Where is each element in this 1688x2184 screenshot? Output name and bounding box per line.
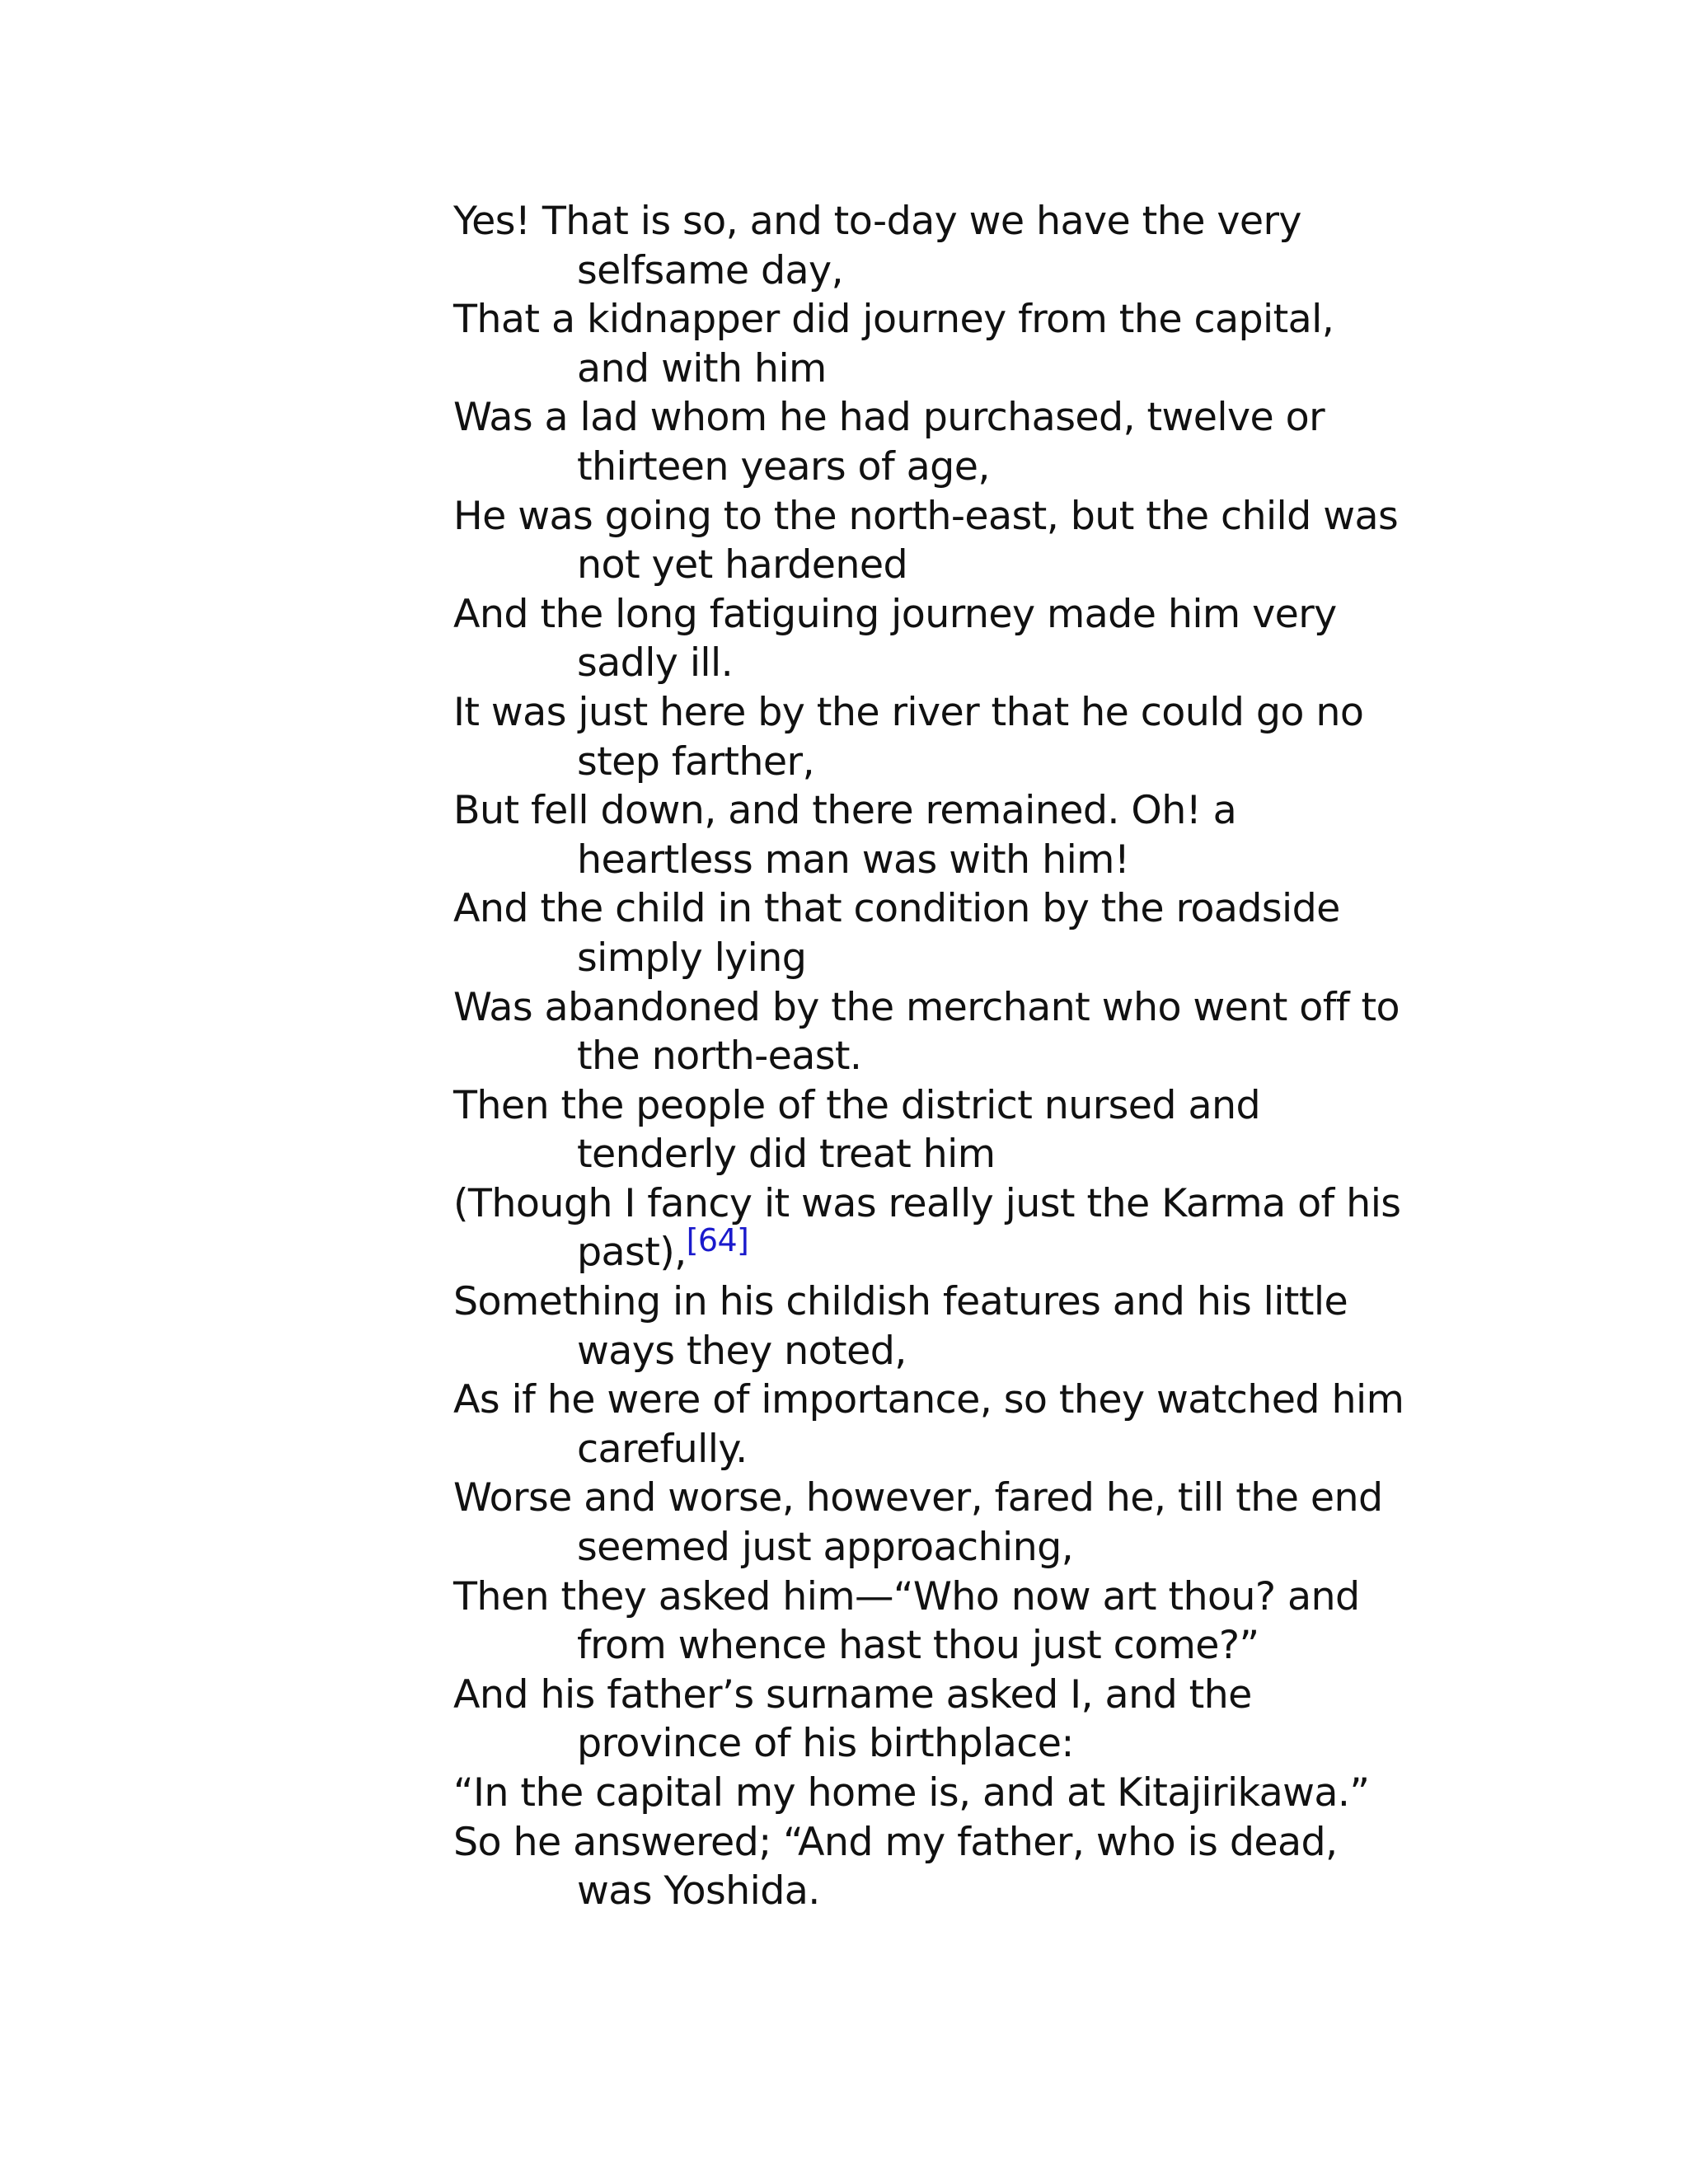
poem-line-1: Yes! That is so, and to-day we have the very selfsame day, (453, 199, 1301, 293)
poem-line-18: So he answered; “And my father, who is dead, was Yoshida. (453, 1819, 1338, 1915)
poem-line-17: “In the capital my home is, and at Kitajirikawa.” (453, 1770, 1370, 1816)
poem-line-14: Worse and worse, however, fared he, till the end seemed just approaching, (453, 1475, 1383, 1571)
poem-line-15: Then they asked him—“Who now art thou? and from whence hast thou just come?” (453, 1573, 1360, 1669)
poem-line-11 (453, 1179, 1409, 1277)
poem-line-6: It was just here by the river that he could go no step farther, (453, 689, 1364, 785)
poem-line-7: But fell down, and there remained. Oh! a heartless man was with him! (453, 788, 1237, 883)
poem-block (453, 197, 1409, 1916)
poem-line-2: That a kidnapper did journey from the capital, and with him (453, 297, 1334, 391)
poem-line-3: Was a lad whom he had purchased, twelve or thirteen years of age, (453, 395, 1325, 490)
poem-line-9: Was abandoned by the merchant who went off to the north-east. (453, 984, 1400, 1080)
poem-line-8: And the child in that condition by the roadside simply lying (453, 886, 1340, 981)
poem-line-4: He was going to the north-east, but the child was not yet hardened (453, 493, 1399, 588)
poem-line-13: As if he were of importance, so they watched him carefully. (453, 1377, 1404, 1472)
poem-line-12: Something in his childish features and his little ways they noted, (453, 1279, 1348, 1374)
poem-line-5: And the long fatiguing journey made him very sadly ill. (453, 591, 1337, 687)
poem-line-10: Then the people of the district nursed and tenderly did treat him (453, 1082, 1261, 1178)
poem-line-11-text: (Though I fancy it was really just the Karma of his past), (453, 1180, 1401, 1276)
footnote-link-64[interactable]: [64] (686, 1222, 749, 1259)
poem-line-16: And his father’s surname asked I, and the province of his birthplace: (453, 1671, 1252, 1767)
